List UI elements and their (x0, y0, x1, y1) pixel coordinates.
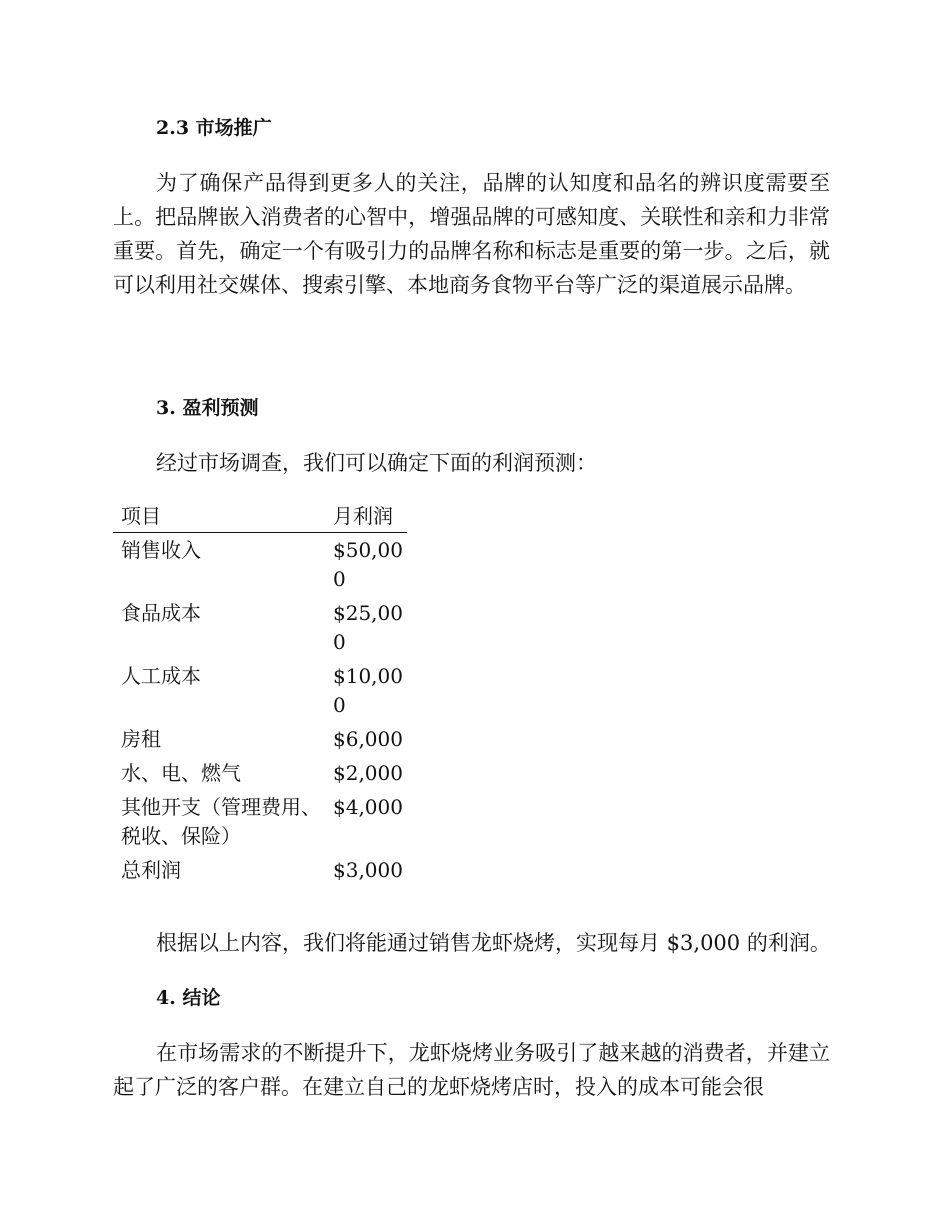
cell-item: 水、电、燃气 (121, 761, 241, 785)
table-header-row (113, 502, 407, 533)
cell-item: 总利润 (121, 858, 181, 882)
table-row (113, 722, 407, 756)
header-monthly-profit: 月利润 (333, 502, 407, 533)
cell-item: 食品成本 (121, 601, 201, 625)
header-item: 项目 (113, 502, 333, 533)
heading-marketing: 2.3 市场推广 (156, 117, 272, 139)
cell-item: 其他开支（管理费用、税收、保险） (121, 795, 321, 848)
heading-conclusion: 4. 结论 (156, 987, 221, 1009)
profit-table (113, 502, 407, 887)
cell-item: 销售收入 (121, 538, 201, 562)
table-row (113, 790, 407, 853)
paragraph-conclusion: 在市场需求的不断提升下，龙虾烧烤业务吸引了越来越的消费者，并建立起了广泛的客户群。在建立自己的龙虾烧烤店时，投入的成本可能会很 (113, 1041, 830, 1099)
cell-value: $2,000 (333, 761, 403, 785)
table-row (113, 659, 407, 722)
cell-value: $50,000 (333, 538, 403, 591)
cell-item: 人工成本 (121, 664, 201, 688)
table-row (113, 756, 407, 790)
cell-value: $3,000 (333, 858, 403, 882)
cell-value: $10,000 (333, 664, 403, 717)
paragraph-marketing: 为了确保产品得到更多人的关注，品牌的认知度和品名的辨识度需要至上。把品牌嵌入消费者的心智中，增强品牌的可感知度、关联性和亲和力非常重要。首先，确定一个有吸引力的品牌名称和标志是重要的第一步。之后，就可以利用社交媒体、搜索引擎、本地商务食物平台等广泛的渠道展示品牌。 (113, 171, 830, 297)
table-row (113, 853, 407, 887)
heading-profit-forecast: 3. 盈利预测 (156, 397, 259, 419)
cell-value: $4,000 (333, 795, 403, 819)
cell-value: $6,000 (333, 727, 403, 751)
table-row (113, 533, 407, 597)
profit-summary: 根据以上内容，我们将能通过销售龙虾烧烤，实现每月 $3,000 的利润。 (156, 931, 831, 955)
cell-item: 房租 (121, 727, 161, 751)
cell-value: $25,000 (333, 601, 403, 654)
profit-intro: 经过市场调查，我们可以确定下面的利润预测： (156, 451, 597, 475)
table-row (113, 596, 407, 659)
